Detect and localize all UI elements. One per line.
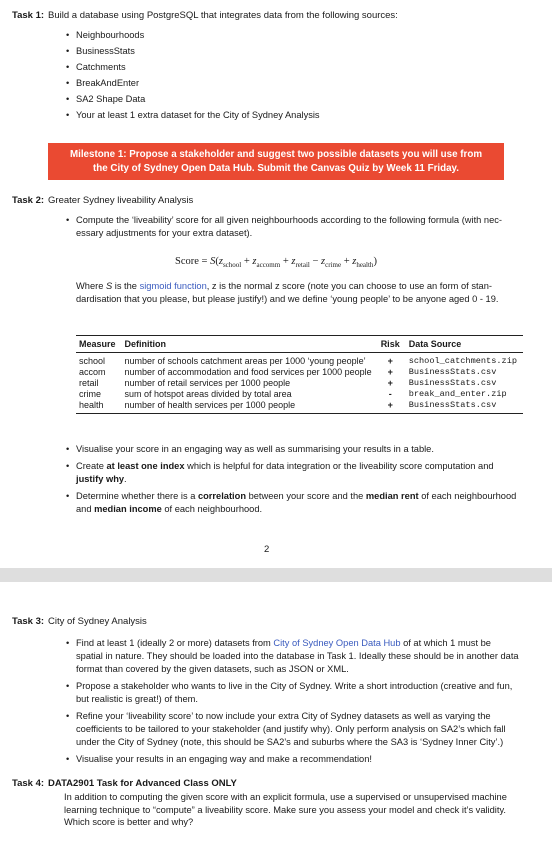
score-formula: Score = $S(z_{school} + z_{accomm} + z_{retail} - z_{crime} + z_{health})$: [175, 256, 377, 270]
task2-extra-bullets: [64, 443, 520, 516]
col-header: Risk: [378, 336, 406, 353]
task4-heading: Task 4: DATA2901 Task for Advanced Class ONLY: [12, 778, 237, 789]
correlation-item: • Determine whether there is a correlation between your score and the median rent of each neighbourhood and median income of each neighbourhood.: [64, 490, 520, 516]
page-number: 2: [264, 544, 270, 555]
page-3: [0, 582, 552, 842]
table-row: accom number of accommodation and food services per 1000 people + BusinessStats.csv: [79, 367, 497, 377]
task4-body: In addition to computing the given score with an explicit formula, use a supervised or unsupervised machine learning technique to “compute” a liveability score. Make sure you assess your model and check it’s validity. Which score is better and why?: [64, 792, 507, 827]
col-header: Measure: [76, 336, 122, 353]
source-item: • BreakAndEnter: [64, 77, 524, 90]
source-item: • Neighbourhoods: [64, 29, 524, 42]
table-header-row: [76, 336, 523, 353]
table-row: crime sum of hotspot areas divided by total area - break_and_enter.zip: [79, 389, 507, 399]
source-item: • BusinessStats: [64, 45, 524, 58]
visualise-item: • Visualise your score in an engaging way as well as summarising your results in a table.: [64, 443, 520, 456]
sigmoid-link[interactable]: sigmoid function: [139, 281, 207, 291]
task2-compute-bullet: [64, 214, 516, 240]
source-item: • Catchments: [64, 61, 524, 74]
table-row: health number of health services per 1000 people + BusinessStats.csv: [76, 400, 523, 414]
refine-item: • Refine your ‘liveability score’ to now include your extra City of Sydney datasets as well as varying the coefficients to be tailored to your stakeholder (and justify why). Only perform analysis on SA2’s which fall under the City of Sydney (note, this should be SA2’s and suburbs where the SA3 is ‘Sydney Inner City’.): [64, 710, 520, 749]
source-item: • SA2 Shape Data: [64, 93, 524, 106]
table-row: retail number of retail services per 1000 people + BusinessStats.csv: [79, 378, 497, 388]
city-of-sydney-link[interactable]: City of Sydney Open Data Hub: [273, 638, 401, 648]
compute-item: • Compute the ‘liveability’ score for all given neighbourhoods according to the following formula (with nec- essary adjustments for your extra dataset).: [64, 214, 516, 240]
where-paragraph: Where S is the sigmoid function, z is the normal z score (note you can choose to use an form of stan- dardisation that you please, but please justify!) and we define ‘young people’ to be anyone aged 0 - 19.: [76, 281, 499, 304]
col-header: Data Source: [406, 336, 523, 353]
measures-table: [76, 335, 523, 414]
task2-heading: Task 2: Greater Sydney liveability Analysis: [12, 195, 194, 206]
page-separator: [0, 568, 552, 582]
propose-item: • Propose a stakeholder who wants to live in the City of Sydney. Write a short introduction (creative and fun, but realistic is great!) of them.: [64, 680, 520, 706]
milestone-banner: Milestone 1: Propose a stakeholder and suggest two possible datasets you will use from the City of Sydney Open Data Hub. Submit the Canvas Quiz by Week 11 Friday.: [48, 143, 504, 180]
col-header: Definition: [122, 336, 378, 353]
index-item: • Create at least one index which is helpful for data integration or the liveability score computation and justify why.: [64, 460, 520, 486]
task3-bullets: [64, 637, 520, 766]
task3-heading: Task 3: City of Sydney Analysis: [12, 616, 147, 627]
task1-source-list: [64, 29, 524, 122]
find-item: • Find at least 1 (ideally 2 or more) datasets from City of Sydney Open Data Hub of at which 1 must be spatial in nature. They should be loaded into the database in Task 1. Ideally these should be in another data format than covered by the given datasets, such as JSON or XML.: [64, 637, 520, 676]
task1-heading: Task 1: Build a database using PostgreSQL that integrates data from the following sources:: [12, 10, 398, 21]
table-row: school number of schools catchment areas per 1000 ‘young people’ + school_catchments.zip: [79, 356, 518, 366]
source-item: • Your at least 1 extra dataset for the City of Sydney Analysis: [64, 109, 524, 122]
visualise-item: • Visualise your results in an engaging way and make a recommendation!: [64, 753, 520, 766]
